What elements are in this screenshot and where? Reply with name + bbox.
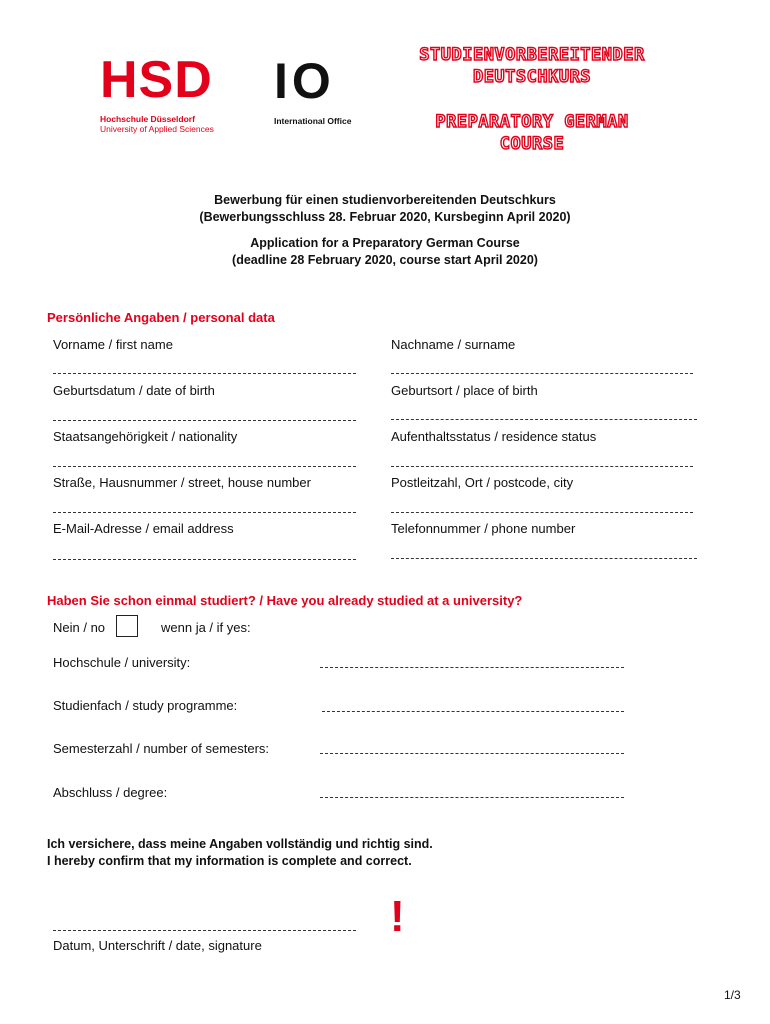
- heading-en: [0, 235, 770, 269]
- date-of-birth-field[interactable]: [53, 420, 356, 421]
- io-logo-letters: IO: [274, 53, 335, 109]
- signature-field[interactable]: [53, 930, 356, 931]
- first-name-label: Vorname / first name: [53, 337, 173, 352]
- heading-en-line2: (deadline 28 February 2020, course start April 2020): [232, 253, 538, 267]
- io-logo-caption: International Office: [274, 116, 352, 126]
- heading-de-line2: (Bewerbungsschluss 28. Februar 2020, Kursbeginn April 2020): [199, 210, 571, 224]
- course-title-de-line2: DEUTSCHKURS: [472, 67, 592, 87]
- phone-label: Telefonnummer / phone number: [391, 521, 576, 536]
- study-programme-label: Studienfach / study programme:: [53, 698, 238, 713]
- nationality-label: Staatsangehörigkeit / nationality: [53, 429, 238, 444]
- page-number: 1/3: [724, 988, 741, 1002]
- surname-label: Nachname / surname: [391, 337, 516, 352]
- semesters-label: Semesterzahl / number of semesters:: [53, 741, 270, 756]
- university-label: Hochschule / university:: [53, 655, 191, 670]
- degree-label: Abschluss / degree:: [53, 785, 168, 800]
- course-title-de-line1: STUDIENVORBEREITENDER: [419, 45, 645, 65]
- confirmation-de: Ich versichere, dass meine Angaben vollständig und richtig sind.: [47, 837, 433, 851]
- nationality-field[interactable]: [53, 466, 356, 467]
- exclamation-alert-icon: !: [390, 892, 405, 941]
- heading-de: [0, 192, 770, 226]
- email-label: E-Mail-Adresse / email address: [53, 521, 234, 536]
- postcode-city-field[interactable]: [391, 512, 693, 513]
- semesters-field[interactable]: [320, 753, 624, 754]
- surname-field[interactable]: [391, 373, 693, 374]
- street-field[interactable]: [53, 512, 356, 513]
- postcode-city-label: Postleitzahl, Ort / postcode, city: [391, 475, 574, 490]
- personal-section-title: Persönliche Angaben / personal data: [47, 310, 275, 325]
- residence-status-label: Aufenthaltsstatus / residence status: [391, 429, 597, 444]
- place-of-birth-label: Geburtsort / place of birth: [391, 383, 538, 398]
- first-name-field[interactable]: [53, 373, 356, 374]
- signature-label: Datum, Unterschrift / date, signature: [53, 938, 262, 953]
- studies-section-title: Haben Sie schon einmal studiert? / Have you already studied at a university?: [47, 593, 523, 608]
- no-checkbox[interactable]: [116, 615, 138, 637]
- hsd-logo-letters: HSD: [100, 51, 213, 109]
- degree-field[interactable]: [320, 797, 624, 798]
- confirmation-text: [47, 836, 433, 870]
- study-programme-field[interactable]: [322, 711, 624, 712]
- university-field[interactable]: [320, 667, 624, 668]
- date-of-birth-label: Geburtsdatum / date of birth: [53, 383, 215, 398]
- io-logo: [274, 53, 352, 126]
- course-title-en-line2: COURSE: [499, 134, 565, 154]
- hsd-logo-line1: Hochschule Düsseldorf: [100, 114, 195, 124]
- hsd-logo-line2: University of Applied Sciences: [100, 124, 214, 134]
- course-title-en-line1: PREPARATORY GERMAN: [435, 112, 629, 132]
- place-of-birth-field[interactable]: [391, 419, 697, 420]
- email-field[interactable]: [53, 559, 356, 560]
- heading-en-line1: Application for a Preparatory German Course: [250, 236, 520, 250]
- heading-de-line1: Bewerbung für einen studienvorbereitenden Deutschkurs: [214, 193, 556, 207]
- hsd-logo: [100, 51, 214, 134]
- street-label: Straße, Hausnummer / street, house number: [53, 475, 311, 490]
- no-label: Nein / no: [53, 620, 106, 635]
- if-yes-label: wenn ja / if yes:: [161, 620, 251, 635]
- residence-status-field[interactable]: [391, 466, 693, 467]
- confirmation-en: I hereby confirm that my information is complete and correct.: [47, 854, 412, 868]
- phone-field[interactable]: [391, 558, 697, 559]
